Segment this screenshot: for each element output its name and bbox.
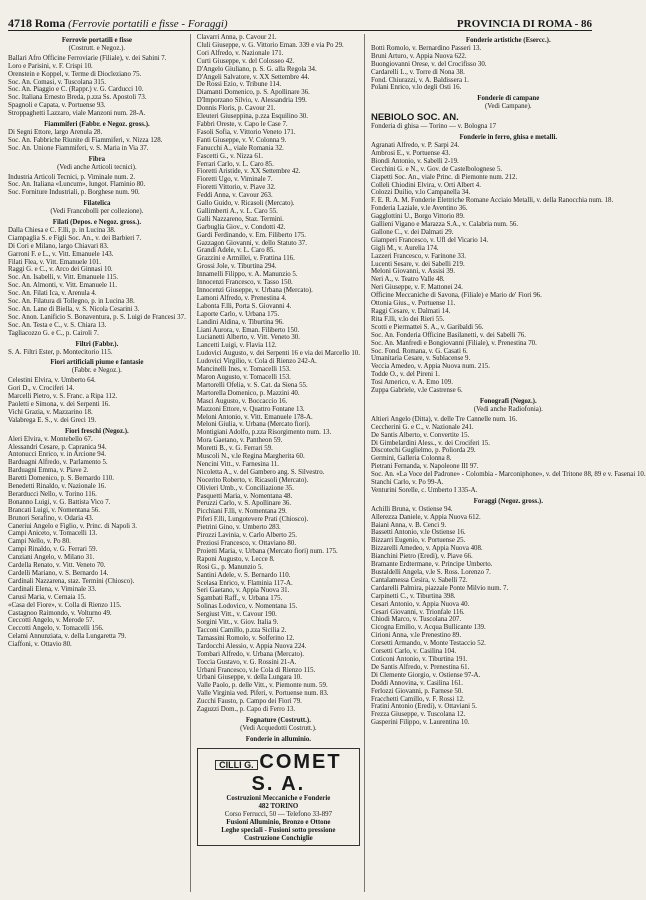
- listing-entry: Cluli Giuseppe, v. G. Vittorio Eman. 339 e via Po 29.: [196, 41, 344, 49]
- listing-entry: Meloni Antonio, v. Vitt. Emanuele 178-A.: [196, 413, 313, 421]
- listing-entry: Gallieni Vigano e Marazza S.A., v. Calabria num. 56.: [370, 221, 519, 229]
- listing-entry: Coticoni Antonio, v. Tiburtina 191.: [370, 655, 468, 663]
- listing-entry: Campi Nello, v. Po 80.: [8, 538, 71, 546]
- section-heading: Fognature (Costrutt.).: [245, 716, 311, 724]
- listing-entry: Ceccotti Angelo, v. Tomacelli 156.: [8, 625, 104, 633]
- header-left: [8, 17, 228, 30]
- listing-entry: Piferi F.lli, Lungotevere Prati (Chiosco).: [196, 516, 309, 524]
- listing-entry: Bizzarri Eugenio, v. Portuense 25.: [370, 537, 466, 545]
- listing-entry: Lucianetti Alberto, v. Vitt. Veneto 30.: [196, 334, 300, 342]
- listing-entry: Ciapetti Soc. An., viale Princ. di Piemonte num. 212.: [370, 173, 518, 181]
- listing-entry: Carusi Maria, v. Cernaia 15.: [8, 593, 86, 601]
- listing-entry: Zucchi Fausto, p. Campo dei Fiori 79.: [196, 698, 302, 706]
- section-heading: Fonderie artistiche (Esercc.).: [465, 37, 551, 44]
- listing-entry: Veccia Amedeo, v. Appia Nuova num. 215.: [370, 363, 490, 371]
- listing-entry: Polani Enrico, v.lo degli Osti 16.: [370, 84, 462, 92]
- listing-entry: Garbuglia Giov., v. Condotti 42.: [196, 223, 286, 231]
- listing-entry: Ceccotti Angelo, v. Merode 57.: [8, 617, 95, 625]
- ad-city: [201, 803, 356, 811]
- listing-entry: Urbani Giuseppe, v. della Lungara 10.: [196, 674, 302, 682]
- listing-entry: Fanti Giuseppe, v. V. Colonna 9.: [196, 136, 287, 144]
- listing-entry: Neri A., v. Teatro Valle 48.: [370, 276, 445, 284]
- listing-entry: Raponi Augusto, v. Lecce 8.: [196, 555, 275, 563]
- section-subheading: (Vedi Francobolli per collezione).: [50, 208, 144, 216]
- listing-entry: Labonta F.lli, Porta S. Giovanni 4.: [196, 302, 292, 310]
- header-subtitle: (Ferrovie portatili e fisse - Foraggi): [68, 18, 228, 30]
- listing-entry: Celestini Elvira, v. Umberto 64.: [8, 377, 96, 385]
- listing-entry: Cesari Antonio, v. Appia Nuova 40.: [370, 600, 470, 608]
- listing-entry: Umanitaria Cesare, v. Sublacense 9.: [370, 355, 471, 363]
- listing-entry: Curti Giuseppe, v. del Colosseo 42.: [196, 57, 295, 65]
- listing-entry: Feddi Anna, v. Cavour 263.: [196, 192, 273, 200]
- listing-entry: Meloni Giulia, v. Urbana (Mercato fiori).: [196, 421, 311, 429]
- listing-entry: Lucenti Sesare, v. dei Sabelli 219.: [370, 260, 465, 268]
- listing-entry: Preziosi Francesco, v. Ottaviano 80.: [196, 540, 297, 547]
- listing-entry: Innocenzi Giuseppe, v. Urbana (Mercato).: [196, 287, 313, 294]
- listing-entry: Nencini Vitt., v. Farnesina 11.: [196, 460, 279, 468]
- listing-entry: D'Imporzano Silvio, v. Alessandria 199.: [196, 97, 307, 105]
- listing-entry: Valabrega E. S., v. dei Greci 19.: [8, 416, 97, 424]
- listing-entry: Di Clemente Giorgio, v. Ostiense 97-A.: [370, 671, 481, 679]
- listing-entry: Ludovici Virgilio, v. Cola di Rienzo 242-A.: [196, 358, 317, 366]
- listing-entry: Soc. An. Isabelli, v. Vitt. Emanuele 115.: [8, 274, 119, 282]
- listing-entry: Gasperini Filippo, v. Laurentina 10.: [370, 719, 470, 727]
- listing-entry: Grandi Adele, v. L. Caro 85.: [196, 247, 275, 255]
- listing-entry: Soc. An. Testa e C., v. S. Chiara 13.: [8, 321, 107, 329]
- listing-entry: Zuppa Gabriele, v.le Castrense 6.: [370, 387, 463, 395]
- listing-entry: Scelasa Enrico, v. Flaminia 117-A.: [196, 579, 293, 587]
- listing-entry: Fioretti Ugo, v. Viminale 7.: [196, 176, 273, 184]
- listing-entry: Fanucchi A., viale Romania 32.: [196, 144, 284, 152]
- listing-entry: Raggi Cesare, v. Dalmati 14.: [370, 308, 451, 315]
- listing-entry: Gallimberti A., v. L. Caro 55.: [196, 207, 278, 215]
- listing-entry: Cardarelli L., v. Torre di Nona 38.: [370, 68, 465, 76]
- listing-entry: Soc. Forniture Industriali, p. Borghese num. 90.: [8, 189, 140, 197]
- listing-entry: Berarducci Nello, v. Torino 116.: [8, 490, 97, 498]
- listing-entry: Tamassini Romolo, v. Solferino 12.: [196, 634, 295, 642]
- listing-entry: Rosi G., p. Manunzio 5.: [196, 563, 264, 571]
- listing-entry: Cesari Giovanni, v. Trionfale 116.: [370, 608, 465, 616]
- listing-entry: Soc. An. «La Voce del Padrone» - Colombia - Marconiphone», v. del Tritone 88, 89 e v. Fasenai 10.: [370, 471, 646, 479]
- listing-entry: Moretti B., v. G. Ferrari 59.: [196, 445, 273, 453]
- listing-entry: Gazzagon Giovanni, v. dello Statuto 37.: [196, 239, 307, 247]
- page-header: [8, 8, 592, 31]
- listing-entry: Baiani Anna, v. B. Cenci 9.: [370, 521, 447, 529]
- section-subheading: (Vedi Acquedotti Costrutt.).: [240, 724, 317, 732]
- listing-entry: Gallo Guido, v. Ricasoli (Mercato).: [196, 200, 295, 208]
- listing-entry: Maron Augusto, v. Tomacelli 153.: [196, 373, 291, 381]
- listing-entry: Raggi G. e C., v. Arco dei Ginnasi 10.: [8, 266, 113, 274]
- listing-entry: Sorgini Vitt., v. Giov. Italia 9.: [196, 619, 279, 627]
- listing-entry: Gardi Ferdinando, v. Em. Filiberto 175.: [196, 231, 307, 239]
- listing-entry: Soc. An. Italiana «Luncum», lungot. Flaminio 80.: [8, 181, 146, 189]
- listing-entry: Botti Romolo, v. Bernardino Passeri 13.: [370, 44, 482, 52]
- listing-entry: Paoletti e Simona, v. dei Serpenti 16.: [8, 400, 110, 408]
- listing-entry: Fabbri Oreste, v. Capo le Case 7.: [196, 120, 288, 128]
- listing-entry: Venturini Sorelle, c. Umberto I 335-A.: [370, 486, 478, 494]
- section-heading: Fonderie di campane: [477, 95, 540, 103]
- column-3: [371, 34, 646, 892]
- listing-entry: Martorella Domenico, p. Mazzini 40.: [196, 389, 300, 397]
- listing-entry: Toccia Gustavo, v. G. Rossini 21-A.: [196, 658, 297, 666]
- listing-entry: Germini, Galleria Colonna 8.: [370, 455, 452, 463]
- section-heading: Fibra: [88, 155, 106, 163]
- listing-entry: Buongiovanni Orese, v. del Crocifisso 30.: [370, 60, 487, 68]
- ad-logo-row: [201, 751, 356, 795]
- listing-entry: Spagnoli e Capata, v. Portuense 93.: [8, 102, 106, 110]
- listing-entry: Soc. An. Unione Fiammiferi, v. S. Maria in Via 37.: [8, 144, 149, 152]
- listing-entry: Innamelli Filippo, v. A. Manunzio 5.: [196, 271, 298, 279]
- section-heading: Fonderie in alluminio.: [245, 735, 312, 743]
- listing-entry: Soc. An. Lane di Biella, v. S. Nicola Cesarini 3.: [8, 306, 140, 313]
- listing-entry: Ceccherini G. e C., v. Nazionale 241.: [370, 423, 474, 431]
- listing-entry: Allerezza Daniele, v. Appia Nuova 612.: [370, 513, 481, 521]
- listing-entry: Gori D., v. Crociferi 14.: [8, 385, 75, 393]
- listing-entry: Pietrani Fernanda, v. Napoleone III 97.: [370, 463, 479, 471]
- ad-line-1: Costruzioni Meccaniche e Fonderie: [226, 794, 331, 802]
- listing-entry: Fascetti G., v. Nizza 61.: [196, 152, 263, 160]
- ad-city-text: TORINO: [270, 802, 299, 810]
- listing-entry: Ottonia Gius., v. Portuense 11.: [370, 300, 456, 308]
- listing-entry: Soc. An. Fonderia Officine Basilanetti, v. dei Sabelli 76.: [370, 331, 526, 339]
- comet-advertisement: [197, 748, 360, 846]
- listing-entry: D'Angeli Salvatore, v. XX Settembre 44.: [196, 73, 310, 81]
- listing-entry: Barduagni Emma, v. Piave 2.: [8, 467, 89, 475]
- listing-entry: Antonucci Enrico, v. in Arcione 94.: [8, 451, 106, 459]
- listing-entry: Soc. An. Almonti, v. Vitt. Emanuele 11.: [8, 282, 117, 290]
- listing-entry: Soc. An. Comasi, v. Tuscolana 315.: [8, 78, 106, 86]
- listing-entry: Loro e Parisini, v. F. Crispi 10.: [8, 62, 93, 70]
- listing-entry: Fioretti Aristide, v. XX Settembre 42.: [196, 168, 301, 176]
- listing-entry: D'Angelo Giuliano, p. S. G. alla Regola 34.: [196, 65, 317, 73]
- listing-entry: Gigli M., v. Aurelia 174.: [370, 244, 439, 252]
- ad-line-2: Fusioni Alluminio, Bronzo e Ottone: [226, 818, 331, 826]
- listing-entry: Campi Aniceto, v. Tomacelli 13.: [8, 530, 98, 538]
- listing-entry: Valle Virginia ved. Piferi, v. Portuense num. 83.: [196, 690, 329, 698]
- listing-entry: Donnis Floris, p. Cavour 21.: [196, 105, 276, 113]
- section-heading: Filatelica: [83, 200, 111, 208]
- column-1: [8, 34, 191, 892]
- listing-entry: Achilli Bruna, v. Ostiense 94.: [370, 505, 453, 513]
- listing-entry: Ferlozzi Giovanni, p. Farnese 50.: [370, 687, 464, 695]
- listing-entry: Canziani Angelo, v. Milano 31.: [8, 554, 95, 562]
- listing-entry: Sgambati Raff., v. Urbana 175.: [196, 595, 283, 603]
- listing-entry: Tombari Alfredo, v. Urbana (Mercato).: [196, 650, 304, 658]
- listing-entry: Todde O., v. del Pireni 1.: [370, 371, 440, 379]
- listing-entry: Masci Augusto, v. Boccaccio 16.: [196, 397, 288, 405]
- listing-entry: Scotti e Piermattei S. A., v. Garibaldi 56.: [370, 323, 484, 331]
- listing-entry: Aleri Elvira, v. Montebello 67.: [8, 435, 93, 443]
- listing-entry: Bustaldelli Angela, v.le S. Ross. Lorenzo 7.: [370, 569, 491, 576]
- ad-line-4: Costruzione Conchiglie: [244, 834, 313, 842]
- listing-entry: Peruzzi Carlo, v. S. Apollinare 36.: [196, 500, 292, 508]
- section-heading: Ferrovie portatili e fisse: [61, 37, 132, 44]
- listing-entry: Bianchini Pietro (Eredi), v. Piave 66.: [370, 553, 473, 561]
- listing-entry: Brancati Luigi, v. Nomentana 56.: [8, 506, 100, 514]
- listing-entry: Ferrari Carlo, v. L. Caro 85.: [196, 160, 274, 168]
- listing-entry: Grossi Jole, v. Tiburtina 294.: [196, 263, 277, 271]
- listing-entry: Santini Adele, v. S. Bernardo 110.: [196, 571, 291, 579]
- listing-entry: Tacconi Camillo, p.zza Sicilia 2.: [196, 626, 287, 634]
- listing-entry: Zaguzzi Dom., p. Capo di Ferro 13.: [196, 706, 296, 714]
- listing-entry: Fasoli Sofia, v. Vittorio Veneto 171.: [196, 128, 296, 136]
- listing-entry: Cirioni Anna, v.le Prenestino 89.: [370, 632, 462, 640]
- listing-entry: Bassetti Antonio, v.le Ostiense 16.: [370, 529, 466, 537]
- listing-entry: Cicogna Emilio, v. Acqua Bullicante 139.: [370, 624, 486, 632]
- listing-entry: Meloni Giovanni, v. Assisi 39.: [370, 268, 455, 276]
- column-2-entries: [197, 34, 360, 744]
- listing-entry: Solinas Lodovico, v. Nomentana 15.: [196, 603, 298, 611]
- listing-entry: Landini Aldina, v. Tiburtina 96.: [196, 318, 284, 326]
- listing-entry: Urbani Francesco, v.le Cola di Rienzo 115.: [196, 666, 316, 674]
- listing-entry: Fond. Chiurazzi, v. A. Baldissera 1.: [370, 76, 469, 84]
- listing-entry: Picchiani F.lli, v. Nomentana 29.: [196, 508, 287, 516]
- listing-entry: Fioretti Vittorio, v. Piave 32.: [196, 184, 276, 192]
- listing-entry: Pasquetti Maria, v. Nomentana 48.: [196, 492, 293, 500]
- listing-entry: Gallone C., v. dei Dalmati 29.: [370, 228, 454, 236]
- listing-entry: Soc. An. Manfredi e Bongiovanni (Filiale), v. Prenestina 70.: [370, 339, 537, 347]
- province-title: PROVINCIA DI ROMA: [456, 18, 572, 30]
- listing-entry: Garroni F. e L., v. Vitt. Emanuele 143.: [8, 250, 114, 258]
- listing-entry: Altieri Angelo (Ditta), v. delle Tre Cannelle num. 16.: [370, 415, 518, 423]
- listing-entry: Alessandri Cesare, p. Capranica 94.: [8, 443, 107, 451]
- listing-entry: Corsetti Carlo, v. Casilina 104.: [370, 648, 457, 656]
- ad-logo: CILLI G.: [215, 760, 258, 770]
- listing-entry: Martorelli Ofelia, v. S. Cat. da Siena 55.: [196, 381, 308, 389]
- listing-entry: Bizzarelli Amedeo, v. Appia Nuova 408.: [370, 545, 483, 553]
- listing-entry: Fratini Antonio (Eredi), v. Ottaviani 5.: [370, 703, 477, 711]
- listing-entry: Bruni Arturo, v. Appia Nuova 622.: [370, 52, 467, 60]
- listing-entry: Stroppaghetti Lazzaro, viale Manzoni num. 28-A.: [8, 110, 146, 118]
- listing-entry: Castagnoo Raimondo, v. Volturno 49.: [8, 609, 112, 617]
- listing-entry: Benedetti Rinaldo, v. Nazionale 16.: [8, 483, 107, 491]
- listing-entry: Muscoli N., v.le Regina Margherita 60.: [196, 453, 305, 461]
- section-heading: Filati (Depos. e Negoz. gross.).: [52, 219, 142, 227]
- listing-entry: Doddi Annovina, v. Casilina 161.: [370, 679, 463, 687]
- listing-entry: Dalla Chiesa e C. F.lli, p. in Lucina 38.: [8, 226, 116, 234]
- section-subheading: (Vedi Campane).: [484, 103, 532, 111]
- listing-entry: Cardinali Nazzarena, staz. Termini (Chiosco).: [8, 577, 135, 585]
- listing-entry: Lamoni Alfredo, v. Prenestina 4.: [196, 294, 287, 302]
- section-heading: Fiammiferi (Fabbr. e Negoz. gross.).: [44, 121, 150, 129]
- header-right: PROVINCIA DI ROMA - 86: [456, 18, 592, 30]
- listing-entry: F. E. R. A. M. Fonderie Elettriche Romane Acciaio Metalli, v. della Ranocchia num. 18.: [370, 197, 614, 205]
- section-heading: Fonografi (Negoz.).: [479, 397, 537, 405]
- listing-entry: Filati Flea, v. Vitt. Emanuele 101.: [8, 258, 101, 266]
- listing-entry: Olivieri Umb., v. Conciliazione 35.: [196, 484, 294, 492]
- listing-entry: Neri Giuseppe, v. F. Mattonei 24.: [370, 284, 463, 292]
- column-2: [197, 34, 365, 892]
- listing-entry: Cardarelli Palmira, piazzale Ponte Milvio num. 7.: [370, 584, 509, 592]
- listing-entry: Lazzeri Francesco, v. Farinone 33.: [370, 252, 466, 260]
- listing-entry: Soc. Anon. Lanificio S. Bonaventura, p. S. Luigi de Francesi 37.: [8, 313, 186, 321]
- banner-listing: NEBIOLO SOC. AN.: [370, 112, 459, 124]
- listing-entry: Agranati Alfredo, v. P. Sarpi 24.: [370, 141, 460, 149]
- listing-entry: Di Segni Ettore, largo Arenula 28.: [8, 128, 103, 136]
- listing-entry: Stanchi Carlo, v. Po 99-A.: [370, 479, 444, 487]
- ad-address: Corso Ferrucci, 50 — Telefono 33-897: [224, 810, 333, 818]
- listing-entry: Eleuteri Giuseppina, p.zza Esquilino 30.: [196, 113, 308, 121]
- listing-entry: Proietti Maria, v. Urbana (Mercato fiori) num. 175.: [196, 547, 338, 555]
- listing-entry: Caneriui Angelo e Figlio, v. Princ. di Napoli 3.: [8, 522, 137, 530]
- listing-entry: Tosi Americo, v. A. Emo 109.: [370, 379, 453, 387]
- listing-entry: Nocerito Roberto, v. Ricasoli (Mercato).: [196, 476, 309, 484]
- listing-entry: Bonanno Luigi, v. G. Battista Vico 7.: [8, 498, 111, 506]
- listing-entry: Baretti Domenico, p. S. Bernardo 110.: [8, 475, 114, 483]
- listing-entry: Cori Alfredo, v. Nazionale 171.: [196, 49, 284, 57]
- listing-entry: Montigiani Adolfo, p.zza Risorgimento num. 13.: [196, 429, 332, 437]
- listing-entry: Laporte Carlo, v. Urbana 175.: [196, 310, 280, 318]
- listing-entry: Lancetti Luigi, v. Flavia 112.: [196, 342, 277, 350]
- listing-entry: Cantalamessa Cesira, v. Sabelli 72.: [370, 576, 468, 584]
- listing-entry: Frezza Giuseppe, v. Tuscolana 12.: [370, 711, 466, 719]
- listing-entry: Mora Gaetano, v. Pantheon 59.: [196, 437, 283, 445]
- listing-entry: Ciaffoni, v. Ottavio 80.: [8, 641, 72, 649]
- listing-entry: Colozzi Duilio, v.lo Campanella 34.: [370, 189, 471, 197]
- listing-entry: Marcelli Pietro, v. S. Franc. a Ripa 112.: [8, 393, 118, 401]
- listing-entry: Campi Rinaldo, v. G. Ferrari 59.: [8, 546, 98, 554]
- listing-entry: Discotechi Guglielmo, p. Poliorda 29.: [370, 447, 476, 455]
- section-heading: Foraggi (Negoz. gross.).: [473, 497, 543, 505]
- listing-entry: Ciampaglia S. e Figli Soc. An., v. dei Barbieri 7.: [8, 234, 142, 242]
- listing-entry: Corsetti Armando, v. Monte Testaccio 52.: [370, 640, 486, 648]
- listing-entry: Tagliacozzo G. e C., p. Cairoli 7.: [8, 329, 99, 337]
- section-heading: Fonderie in ferro, ghisa e metalli.: [459, 134, 558, 142]
- listing-entry: De Santis Alberto, v. Convertite 15.: [370, 431, 470, 439]
- province-page: 86: [581, 18, 592, 30]
- listing-entry: Colleli Chiodini Elvira, v. Orti Albert 4.: [370, 181, 481, 189]
- listing-entry: Mancinelli Ines, v. Tomacelli 153.: [196, 366, 291, 374]
- listing-entry: Ballari Afro Officine Ferroviarie (Filiale), v. dei Sabini 7.: [8, 54, 167, 62]
- ad-line-3: Leghe speciali - Fusioni sotto pressione: [221, 826, 336, 834]
- listing-entry: Ambrosi E., v. Portuense 43.: [370, 149, 451, 157]
- listing-entry: Celami Annunziata, v. della Lungaretta 79.: [8, 633, 127, 641]
- listing-entry: Nicoletta A., v. del Gambero ang. S. Silvestro.: [196, 468, 325, 476]
- section-subheading: (Vedi anche Articoli tecnici).: [57, 163, 137, 171]
- listing-entry: Ludovici Augusto, v. dei Serpenti 16 e via dei Marcello 10.: [196, 350, 360, 358]
- listing-entry: Industria Articoli Tecnici, p. Viminale num. 2.: [8, 173, 136, 181]
- listing-entry: Fonderia di ghisa — Torino — v. Bologna 17: [370, 123, 497, 131]
- listing-entry: Sergiust Vitt., v. Cavour 190.: [196, 611, 277, 619]
- listing-entry: Cardinali Elena, v. Viminale 33.: [8, 585, 97, 593]
- listing-entry: Galli Nazzareno, Staz. Termini.: [196, 215, 284, 223]
- listing-entry: Soc. An. Filatura di Tollegno, p. in Lucina 38.: [8, 298, 135, 306]
- listing-entry: Giamperi Francesco, v. Ufl del Vicario 14.: [370, 236, 489, 244]
- listing-entry: Soc. Fond. Romana, v. G. Casati 6.: [370, 347, 468, 355]
- section-heading: Filtri (Fabbr.).: [75, 340, 119, 348]
- city-name: Roma: [34, 16, 66, 30]
- ad-company-name: COMET S. A.: [251, 750, 342, 795]
- listing-entry: Soc. An. Piaggio e C. (Rappr.) v. G. Carducci 10.: [8, 86, 144, 94]
- listing-entry: Valle Paolo, p. delle Vitt., v. Piemonte num. 59.: [196, 682, 328, 690]
- listing-entry: Mazzoni Ettore, v. Quattro Fontane 13.: [196, 405, 305, 413]
- listing-entry: Di Cori e Milano, largo Chiavari 83.: [8, 242, 109, 250]
- listing-entry: Officine Meccaniche di Savona, (Filiale) e Mario de' Fiori 96.: [370, 292, 542, 300]
- listing-entry: Cardella Renato, v. Vitt. Veneto 70.: [8, 562, 106, 570]
- listing-entry: Orenstein e Koppel, v. Terme di Diocleziano 75.: [8, 70, 142, 78]
- listing-entry: «Casa del Fiore», v. Colla di Rienzo 115.: [8, 601, 122, 609]
- listing-entry: Soc. Italiana Ernesto Breda, p.zza Ss. Apostoli 73.: [8, 94, 147, 102]
- listing-entry: Fonderia Laziale, v.le Aventino 36.: [370, 205, 468, 213]
- listing-entry: Biondi Antonio, v. Sabelli 2-19.: [370, 157, 459, 165]
- listing-entry: Grazzini e Armillei, v. Frattina 116.: [196, 255, 295, 263]
- listing-entry: Pirozzi Lavinia, v. Carlo Alberto 25.: [196, 532, 298, 540]
- listing-entry: Tardocchi Alessio, v. Appia Nuova 224.: [196, 642, 307, 650]
- listing-entry: S. A. Filtri Ester, p. Montecitorio 115.: [8, 348, 113, 356]
- listing-entry: Brunori Serafino, v. Odaria 43.: [8, 514, 94, 522]
- listing-entry: Chiodi Marco, v. Tuscolana 207.: [370, 616, 462, 624]
- listing-entry: Clavarri Anna, p. Cavour 21.: [196, 34, 277, 41]
- section-subheading: (Fabbr. e Negoz.).: [71, 367, 122, 375]
- listing-entry: Gagglottini U., Borgo Vittorio 89.: [370, 213, 465, 221]
- listing-entry: De Santis Alfredo, v. Prenestina 61.: [370, 663, 470, 671]
- section-subheading: (Vedi anche Radiofonia).: [473, 405, 543, 413]
- listing-entry: Soc. An. Filati Ica, v. Arenula 4.: [8, 290, 97, 298]
- listing-entry: Pietrini Gino, v. Umberto 283.: [196, 524, 281, 532]
- page-number: 4718: [8, 16, 32, 30]
- listing-entry: Seri Gaetano, v. Appia Nuova 31.: [196, 587, 290, 595]
- listing-entry: Di Gimbelardini Aless., v. dei Crociferi 15.: [370, 439, 490, 447]
- listing-entry: Cecchini G. e N., v. Gov. de Castelbolognese 5.: [370, 165, 503, 173]
- section-subheading: (Costrutt. e Negoz.).: [68, 44, 126, 52]
- ad-phone-left: 482: [258, 802, 269, 810]
- listing-entry: De Rossi Ezio, v. Tribune 114.: [196, 81, 282, 89]
- listing-entry: Barduagni Alfredo, v. Parlamento 5.: [8, 459, 108, 467]
- section-heading: Fiori artificiali piume e fantasie: [50, 359, 144, 367]
- listing-entry: Fracchetti Camillo, v. F. Rossi 12.: [370, 695, 465, 703]
- listing-entry: Vichi Grazia, v. Mazzarino 18.: [8, 408, 93, 416]
- listing-entry: Diamanti Domenico, p. S. Apollinare 36.: [196, 89, 310, 97]
- section-heading: Fiori freschi (Negoz.).: [65, 427, 129, 435]
- listing-entry: Rita F.lli, v.lo dei Rieri 55.: [370, 315, 445, 323]
- listing-entry: Liani Aurora, v. Eman. Filiberto 150.: [196, 326, 300, 334]
- columns: [8, 34, 646, 892]
- listing-entry: Innocenzi Francesco, v. Tasso 150.: [196, 279, 293, 287]
- listing-entry: Soc. An. Fabbriche Riunite di Fiammiferi, v. Nizza 128.: [8, 136, 163, 144]
- listing-entry: Carpinetti C., v. Tiburtina 398.: [370, 592, 456, 600]
- listing-entry: Cardelli Mariano, v. S. Bernardo 14.: [8, 570, 109, 577]
- listing-entry: Bramante Erdtermane, v. Principe Umberto.: [370, 561, 493, 569]
